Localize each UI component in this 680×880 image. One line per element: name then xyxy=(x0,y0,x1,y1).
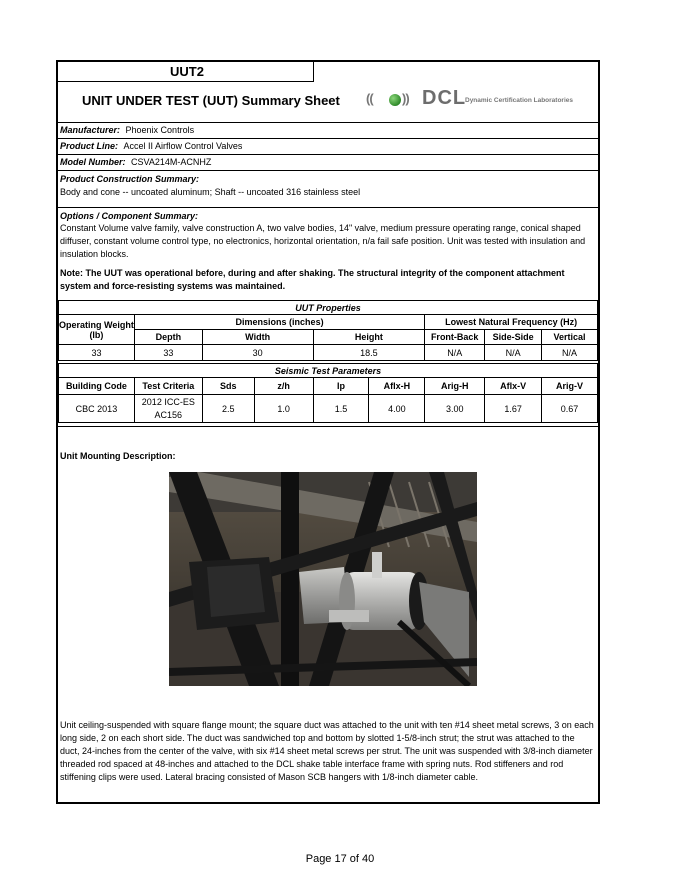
dcl-logo xyxy=(366,88,596,112)
operating-weight-value: 33 xyxy=(59,345,135,361)
front-back-header: Front-Back xyxy=(425,330,485,345)
operating-weight-header: Operating Weight (lb) xyxy=(59,315,135,345)
mounting-label: Unit Mounting Description: xyxy=(60,451,176,461)
arig-h-value: 3.00 xyxy=(425,395,485,423)
model-number-value: CSVA214M-ACNHZ xyxy=(131,157,212,167)
model-number-row xyxy=(58,154,598,170)
mounting-photo-illustration xyxy=(169,472,477,686)
sheet-title: UNIT UNDER TEST (UUT) Summary Sheet xyxy=(82,93,340,108)
test-criteria-value xyxy=(134,395,202,423)
product-line-value: Accel II Airflow Control Valves xyxy=(123,141,243,151)
aflx-h-header: Aflx-H xyxy=(369,378,425,395)
seismic-title: Seismic Test Parameters xyxy=(59,364,598,378)
height-value: 18.5 xyxy=(313,345,425,361)
height-header: Height xyxy=(313,330,425,345)
model-number-label: Model Number: xyxy=(60,157,126,167)
logo-waves-right: )) xyxy=(402,91,409,106)
logo-globe-icon xyxy=(389,94,401,106)
unit-mounting-photo xyxy=(169,472,477,686)
frequency-header: Lowest Natural Frequency (Hz) xyxy=(425,315,598,330)
width-value: 30 xyxy=(202,345,313,361)
aflx-h-value: 4.00 xyxy=(369,395,425,423)
logo-subtitle: Dynamic Certification Laboratories xyxy=(465,97,573,104)
mounting-text: Unit ceiling-suspended with square flange mount; the square duct was attached to the unit with ten #14 sheet metal screws, 3 on each long side, 2 on each short side. The duct was sandwiched top and bottom by slotted 1-5/8-inch strut; the strut was attached to the duct, 24-inches from the center of the valve, with six #14 sheet metal screws per strut. The unit was suspended with 3/8-inch diameter threaded rod spaced at 48-inches and attached to the DCL shake table interface frame with spring nuts. Rod stiffeners and rod stiffening clips were used. Lateral bracing consisted of Mason SCB hangers with 1/8-inch diameter cable. xyxy=(60,720,594,782)
manufacturer-label: Manufacturer: xyxy=(60,125,121,135)
width-header: Width xyxy=(202,330,313,345)
ip-value: 1.5 xyxy=(313,395,369,423)
test-criteria-header: Test Criteria xyxy=(134,378,202,395)
logo-text: DCL xyxy=(422,87,467,109)
side-side-value: N/A xyxy=(485,345,542,361)
construction-text: Body and cone -- uncoated aluminum; Shaft -- uncoated 316 stainless steel xyxy=(60,187,361,197)
depth-value: 33 xyxy=(134,345,202,361)
zh-value: 1.0 xyxy=(254,395,313,423)
uut-properties-table xyxy=(58,300,598,361)
summary-sheet xyxy=(56,60,600,804)
manufacturer-row xyxy=(58,122,598,138)
seismic-parameters-table xyxy=(58,363,598,423)
arig-v-header: Arig-V xyxy=(542,378,598,395)
operational-note: Note: The UUT was operational before, during and after shaking. The structural integrity of the component attachment system and force-resisting systems was maintained. xyxy=(60,268,565,291)
options-label: Options / Component Summary: xyxy=(60,211,199,221)
zh-header: z/h xyxy=(254,378,313,395)
sds-header: Sds xyxy=(202,378,254,395)
uut-properties-title: UUT Properties xyxy=(59,301,598,315)
options-row xyxy=(58,207,598,300)
construction-row xyxy=(58,170,598,204)
building-code-value: CBC 2013 xyxy=(59,395,135,423)
sds-value: 2.5 xyxy=(202,395,254,423)
aflx-v-header: Aflx-V xyxy=(485,378,542,395)
vertical-value: N/A xyxy=(542,345,598,361)
arig-h-header: Arig-H xyxy=(425,378,485,395)
construction-label: Product Construction Summary: xyxy=(60,174,200,184)
vertical-header: Vertical xyxy=(542,330,598,345)
product-line-label: Product Line: xyxy=(60,141,118,151)
dimensions-header: Dimensions (inches) xyxy=(134,315,424,330)
uut-tag-box xyxy=(58,62,314,82)
manufacturer-value: Phoenix Controls xyxy=(125,125,195,135)
test-criteria-line-1: 2012 ICC-ES xyxy=(141,396,195,407)
page-number: Page 17 of 40 xyxy=(305,853,375,865)
depth-header: Depth xyxy=(134,330,202,345)
product-line-row xyxy=(58,138,598,154)
building-code-header: Building Code xyxy=(59,378,135,395)
aflx-v-value: 1.67 xyxy=(485,395,542,423)
logo-waves-left: (( xyxy=(366,91,373,106)
side-side-header: Side-Side xyxy=(485,330,542,345)
front-back-value: N/A xyxy=(425,345,485,361)
uut-tag: UUT2 xyxy=(170,64,204,79)
arig-v-value: 0.67 xyxy=(542,395,598,423)
options-text: Constant Volume valve family, valve construction A, two valve bodies, 14" valve, medium pressure operating range, conical shaped diffuser, constant volume control type, no electronics, horizontal orientation, n/a fail safe position. Unit was tested with insulation and insulation blocks. xyxy=(60,223,586,259)
ip-header: Ip xyxy=(313,378,369,395)
test-criteria-line-2: AC156 xyxy=(154,409,183,420)
